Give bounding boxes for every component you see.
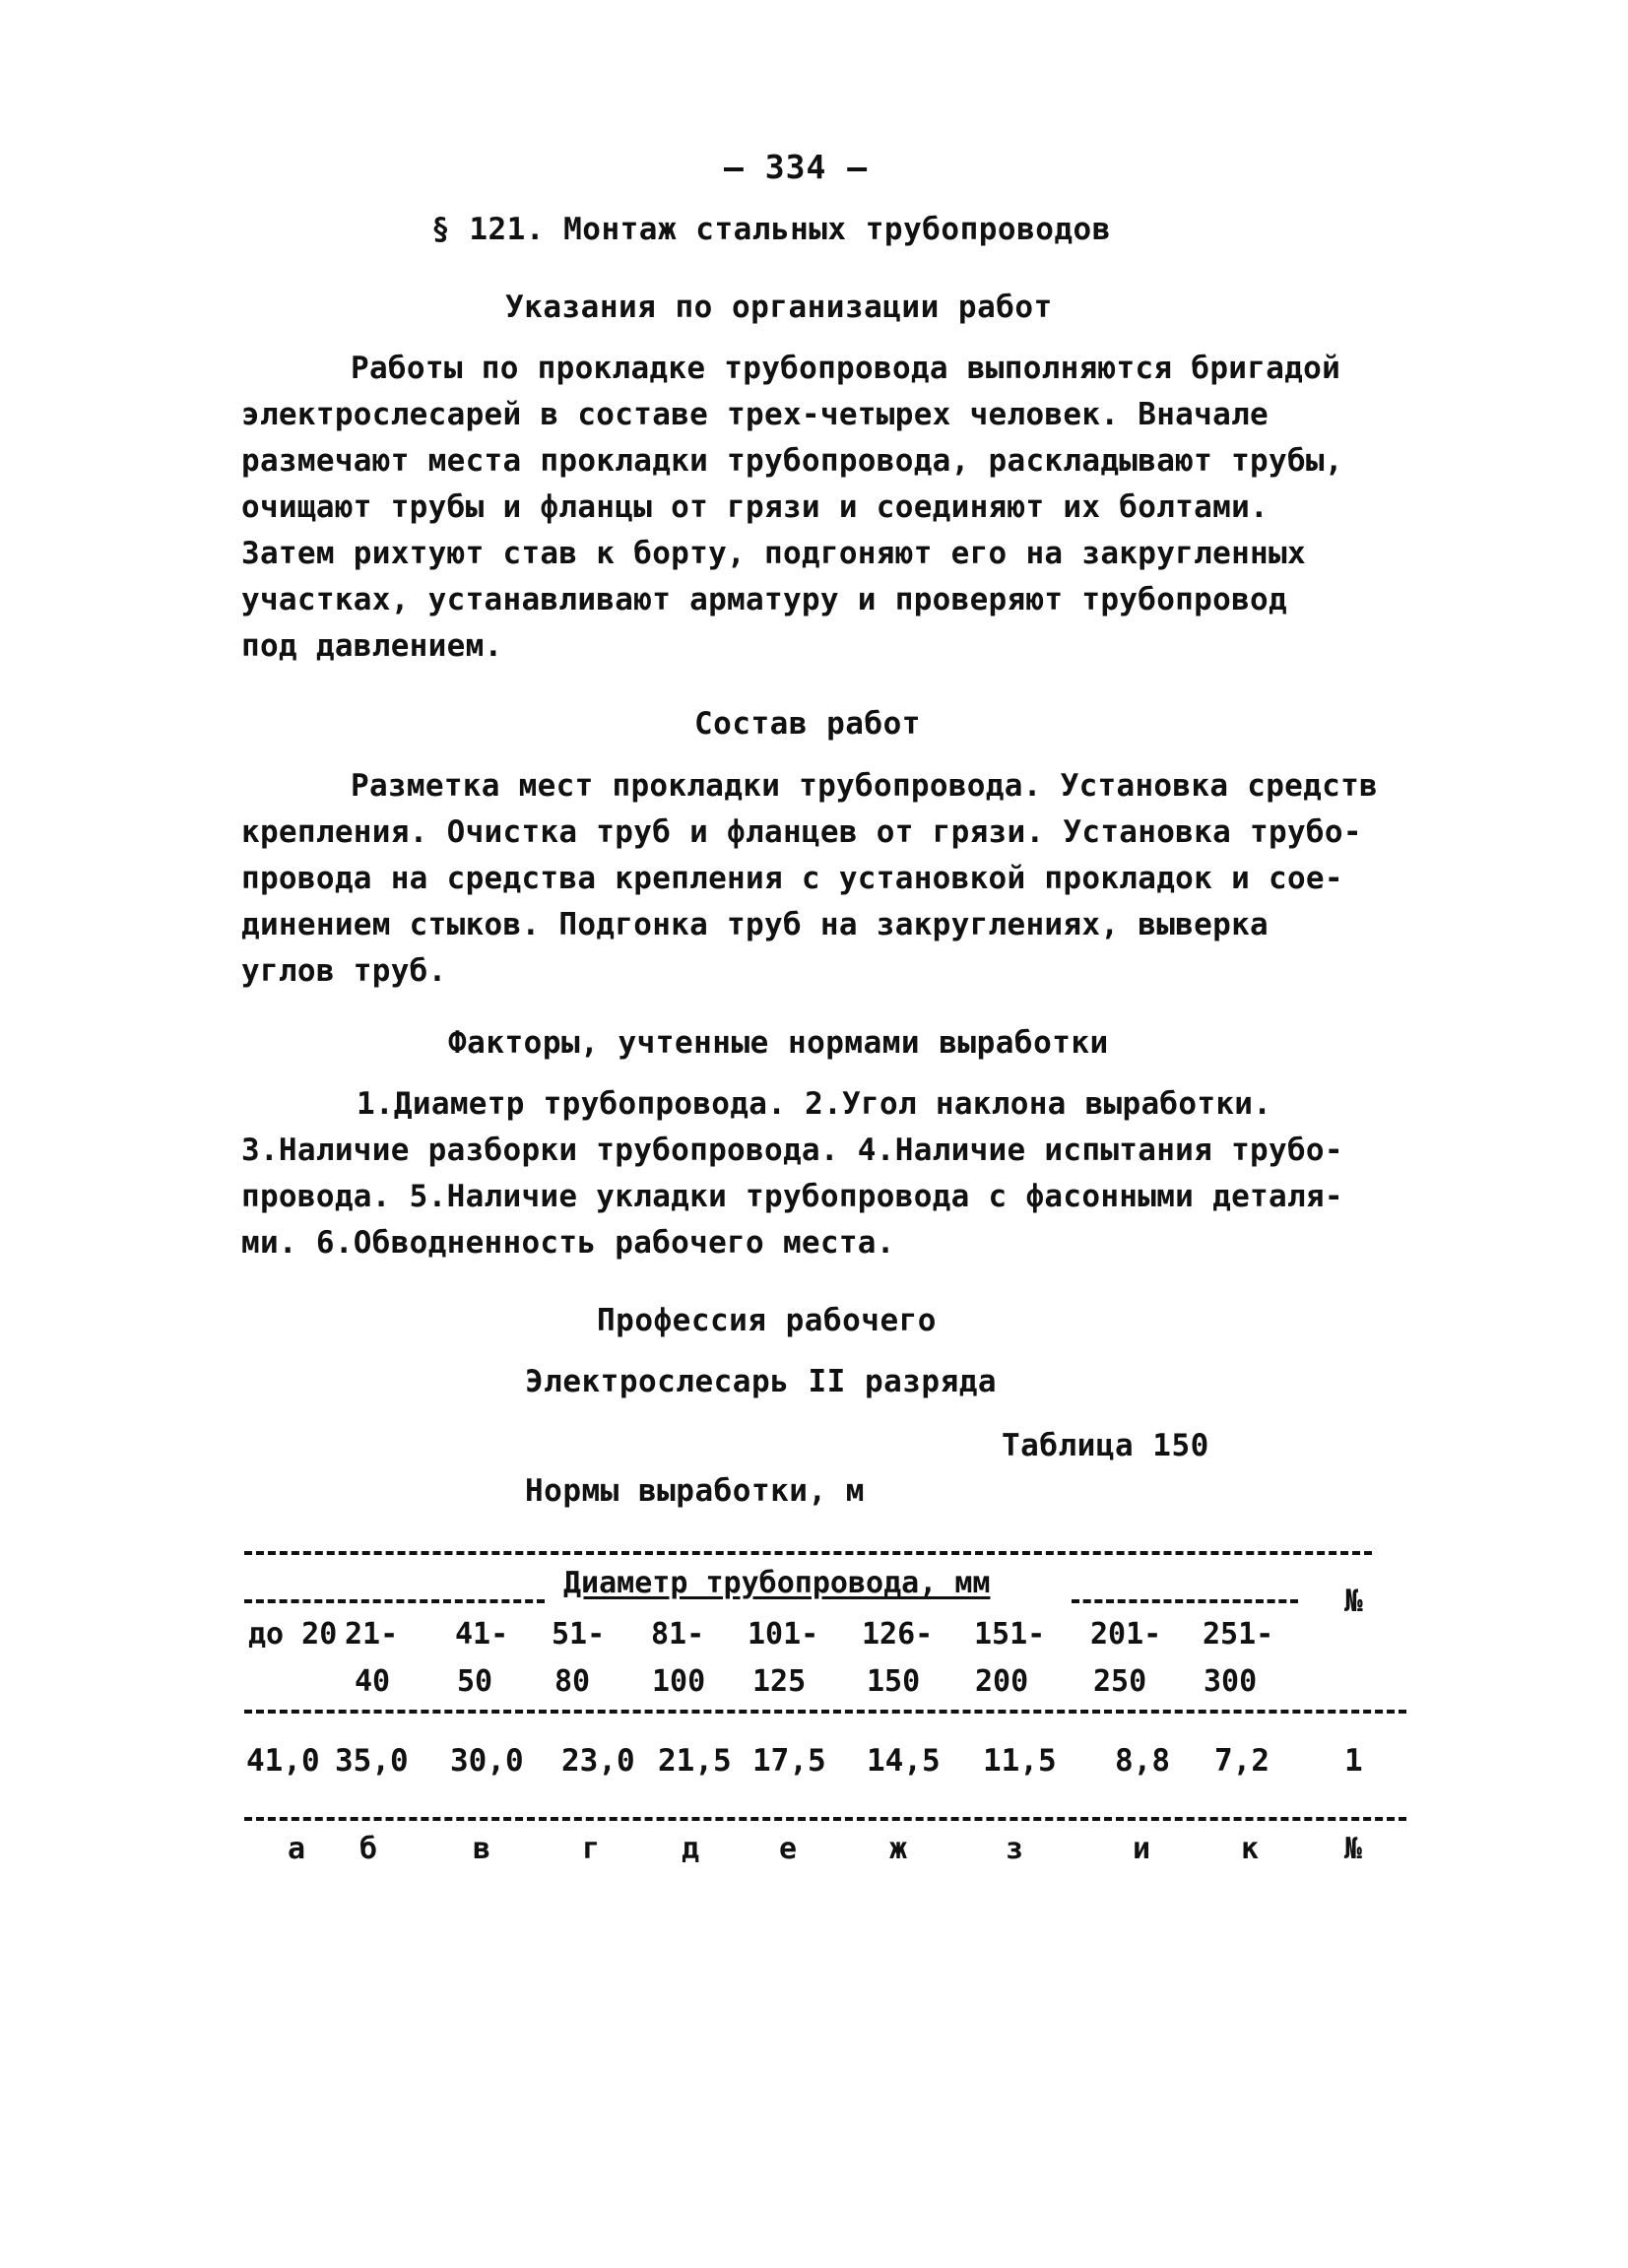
value-separator — [244, 1817, 1406, 1821]
instructions-line: электрослесарей в составе трех-четырех человек. Вначале — [241, 397, 1269, 432]
diameter-range-start: 21- — [345, 1617, 399, 1652]
column-letter: и — [1133, 1832, 1151, 1866]
factors-heading: Факторы, учтенные нормами выработки — [448, 1025, 1109, 1061]
diameter-range-start: 101- — [748, 1617, 819, 1652]
output-value: 21,5 — [658, 1743, 732, 1779]
output-value: 7,2 — [1214, 1743, 1270, 1779]
diameter-range-start: 51- — [552, 1617, 606, 1652]
output-value: 17,5 — [752, 1743, 826, 1779]
diameter-range-start: до 20 — [248, 1617, 338, 1652]
composition-line: крепления. Очистка труб и фланцев от грязи. Установка трубо- — [241, 814, 1362, 850]
column-letter: в — [473, 1832, 491, 1866]
output-value: 30,0 — [450, 1743, 524, 1779]
profession-name: Электрослесарь II разряда — [525, 1364, 998, 1399]
column-letter: ж — [889, 1832, 908, 1866]
factors-line: 1.Диаметр трубопровода. 2.Угол наклона выработки. — [357, 1086, 1272, 1122]
column-letter: д — [682, 1832, 700, 1866]
column-letter: з — [1006, 1832, 1024, 1866]
column-letter: к — [1241, 1832, 1260, 1866]
composition-line: динением стыков. Подгонка труб на закруглениях, выверка — [241, 907, 1269, 942]
factors-line: ми. 6.Обводненность рабочего места. — [241, 1225, 895, 1261]
diameter-range-end: 250 — [1093, 1664, 1147, 1699]
composition-heading: Состав работ — [694, 706, 921, 742]
column-letter: е — [779, 1832, 798, 1866]
table-title: Нормы выработки, м — [525, 1473, 865, 1509]
diameter-range-start: 126- — [862, 1617, 934, 1652]
instructions-line: Затем рихтуют став к борту, подгоняют его на закругленных — [241, 536, 1306, 571]
header-separator — [244, 1710, 1406, 1714]
profession-heading: Профессия рабочего — [597, 1303, 937, 1338]
column-letter: а — [288, 1832, 306, 1866]
instructions-line: очищают трубы и фланцы от грязи и соединяют их болтами. — [241, 489, 1269, 525]
page-number: – 334 – — [724, 148, 869, 186]
table-number: Таблица 150 — [1002, 1428, 1209, 1463]
factors-line: провода. 5.Наличие укладки трубопровода с фасонными деталя- — [241, 1179, 1343, 1214]
section-title: § 121. Монтаж стальных трубопроводов — [431, 212, 1111, 247]
column-letter: г — [582, 1832, 601, 1866]
diameter-range-start: 81- — [651, 1617, 705, 1652]
diameter-range-end: 80 — [554, 1664, 591, 1699]
group-header-left-rule — [244, 1599, 545, 1603]
row-number: 1 — [1344, 1743, 1363, 1779]
letter-row-end: № — [1344, 1832, 1363, 1866]
output-value: 8,8 — [1115, 1743, 1170, 1779]
diameter-range-end: 125 — [752, 1664, 807, 1699]
diameter-range-end: 200 — [975, 1664, 1029, 1699]
diameter-range-end: 50 — [457, 1664, 493, 1699]
instructions-line: участках, устанавливают арматуру и проверяют трубопровод — [241, 582, 1287, 617]
diameter-range-start: 41- — [455, 1617, 509, 1652]
output-value: 14,5 — [867, 1743, 941, 1779]
output-value: 11,5 — [983, 1743, 1057, 1779]
diameter-range-end: 300 — [1204, 1664, 1258, 1699]
group-header: Диаметр трубопровода, мм — [563, 1566, 991, 1600]
output-value: 41,0 — [246, 1743, 320, 1779]
diameter-range-start: 151- — [974, 1617, 1046, 1652]
composition-line: Разметка мест прокладки трубопровода. Установка средств — [351, 768, 1378, 804]
diameter-range-end: 40 — [355, 1664, 391, 1699]
output-value: 35,0 — [335, 1743, 409, 1779]
factors-line: 3.Наличие разборки трубопровода. 4.Наличие испытания трубо- — [241, 1133, 1343, 1168]
column-letter: б — [359, 1832, 378, 1866]
instructions-heading: Указания по организации работ — [505, 290, 1053, 325]
diameter-range-start: 251- — [1203, 1617, 1274, 1652]
diameter-range-end: 100 — [652, 1664, 706, 1699]
diameter-range-end: 150 — [867, 1664, 921, 1699]
instructions-line: размечают места прокладки трубопровода, раскладывают трубы, — [241, 443, 1343, 479]
table-border-top — [244, 1551, 1372, 1555]
number-column-header: № — [1344, 1584, 1363, 1619]
composition-line: углов труб. — [241, 953, 447, 989]
output-value: 23,0 — [561, 1743, 635, 1779]
composition-line: провода на средства крепления с установкой прокладок и сое- — [241, 861, 1343, 896]
instructions-line: под давлением. — [241, 628, 503, 664]
instructions-line: Работы по прокладке трубопровода выполняются бригадой — [351, 351, 1341, 386]
diameter-range-start: 201- — [1090, 1617, 1162, 1652]
group-header-right-rule — [1072, 1599, 1298, 1603]
